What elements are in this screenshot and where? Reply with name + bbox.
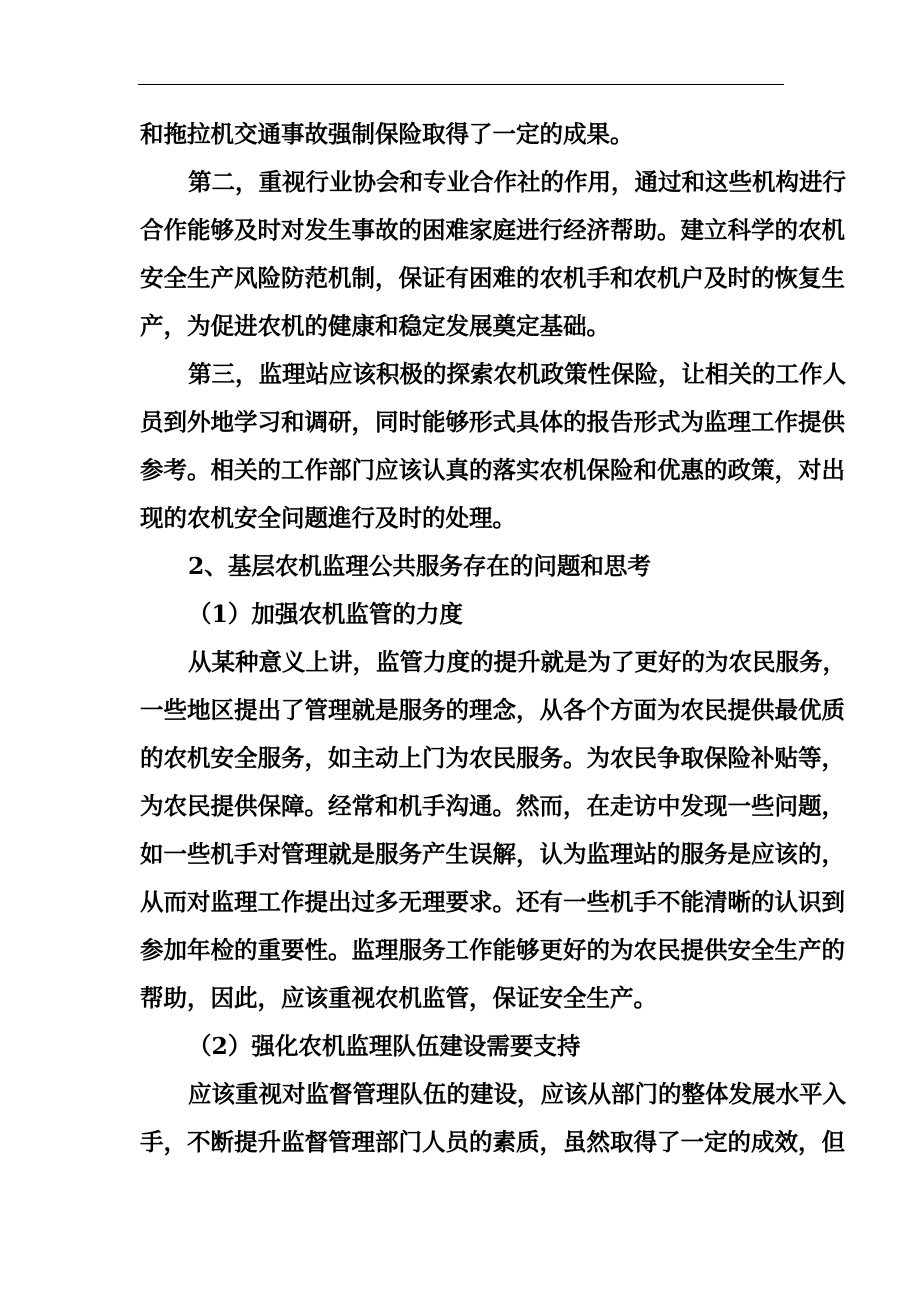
paragraph-line: 和拖拉机交通事故强制保险取得了一定的成果。 <box>140 120 634 148</box>
paragraph-line: 第二，重视行业协会和专业合作社的作用，通过和这些机构进行 <box>188 168 846 196</box>
paragraph-line: 第三，监理站应该积极的探索农机政策性保险，让相关的工作人 <box>188 360 846 388</box>
paragraph-line: 的农机安全服务，如主动上门为农民服务。为农民争取保险补贴等， <box>140 744 845 772</box>
section-heading: 2、基层农机监理公共服务存在的问题和思考 <box>188 552 651 580</box>
paragraph-line: 合作能够及时对发生事故的困难家庭进行经济帮助。建立科学的农机 <box>140 216 845 244</box>
paragraph-line: 从而对监理工作提出过多无理要求。还有一些机手不能清晰的认识到 <box>140 888 845 916</box>
paragraph-line: 应该重视对监督管理队伍的建设，应该从部门的整体发展水平入 <box>188 1080 846 1108</box>
paragraph-line: 如一些机手对管理就是服务产生误解，认为监理站的服务是应该的， <box>140 840 845 868</box>
paragraph-line: 参加年检的重要性。监理服务工作能够更好的为农民提供安全生产的 <box>140 936 845 964</box>
document-body <box>140 110 846 1166</box>
header-rule <box>138 84 784 85</box>
paragraph-line: 一些地区提出了管理就是服务的理念，从各个方面为农民提供最优质 <box>140 696 845 724</box>
subsection-heading: （1）加强农机监管的力度 <box>188 600 463 628</box>
paragraph-line: 现的农机安全问题進行及时的处理。 <box>140 504 516 532</box>
paragraph-line: 员到外地学习和调研，同时能够形式具体的报告形式为监理工作提供 <box>140 408 845 436</box>
paragraph-line: 帮助，因此，应该重视农机监管，保证安全生产。 <box>140 984 657 1012</box>
paragraph-line: 参考。相关的工作部门应该认真的落实农机保险和优惠的政策，对出 <box>140 456 845 484</box>
paragraph-line: 为农民提供保障。经常和机手沟通。然而，在走访中发现一些问题， <box>140 792 845 820</box>
paragraph-line: 从某种意义上讲，监管力度的提升就是为了更好的为农民服务， <box>188 648 846 676</box>
paragraph-line: 产，为促进农机的健康和稳定发展奠定基础。 <box>140 312 610 340</box>
paragraph-line: 安全生产风险防范机制，保证有困难的农机手和农机户及时的恢复生 <box>140 264 845 292</box>
paragraph-line: 手，不断提升监督管理部门人员的素质，虽然取得了一定的成效，但 <box>140 1128 845 1156</box>
subsection-heading: （2）强化农机监理队伍建设需要支持 <box>188 1032 581 1060</box>
